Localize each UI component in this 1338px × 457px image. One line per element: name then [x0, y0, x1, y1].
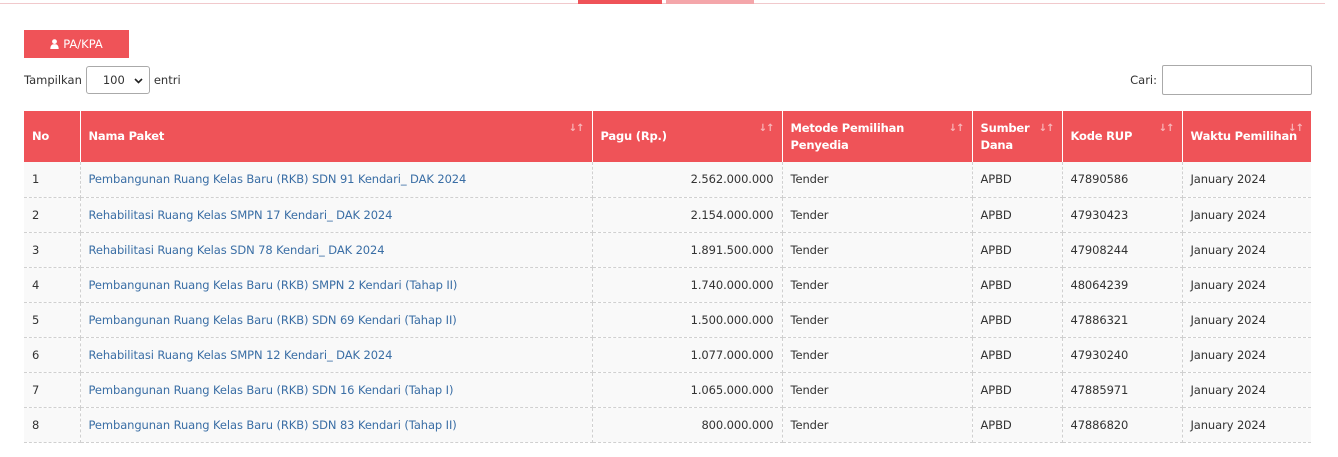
- sort-icon: ↓↑: [948, 123, 964, 134]
- cell-metode: Tender: [782, 302, 972, 337]
- cell-kode-rup: 47890586: [1062, 162, 1182, 197]
- cell-kode-rup: 47886820: [1062, 407, 1182, 442]
- cell-waktu: January 2024: [1182, 337, 1311, 372]
- cell-sumber-dana: APBD: [972, 302, 1062, 337]
- cell-sumber-dana: APBD: [972, 267, 1062, 302]
- cell-kode-rup: 47886321: [1062, 302, 1182, 337]
- cell-metode: Tender: [782, 197, 972, 232]
- cell-no: 3: [24, 232, 80, 267]
- column-header-label: Metode Pemilihan Penyedia: [790, 120, 905, 152]
- cell-nama-paket: [80, 162, 592, 197]
- cell-no: 2: [24, 197, 80, 232]
- sort-icon: ↓↑: [758, 123, 774, 134]
- pa-kpa-button-label: PA/KPA: [63, 37, 103, 51]
- cell-pagu: 2.562.000.000: [592, 162, 782, 197]
- column-header-sumber-dana[interactable]: [972, 111, 1062, 162]
- column-header-label: Waktu Pemilihan: [1190, 129, 1298, 143]
- entries-select-value: 100: [102, 73, 125, 87]
- top-divider: [0, 3, 1325, 4]
- table-row: [24, 267, 1311, 302]
- length-suffix-label: entri: [153, 73, 181, 87]
- cell-waktu: January 2024: [1182, 372, 1311, 407]
- search-control: [1130, 65, 1312, 95]
- cell-kode-rup: 47930423: [1062, 197, 1182, 232]
- cell-sumber-dana: APBD: [972, 197, 1062, 232]
- column-header-nama-paket[interactable]: [80, 111, 592, 162]
- entries-select[interactable]: [86, 66, 150, 94]
- package-link[interactable]: Pembangunan Ruang Kelas Baru (RKB) SDN 69 Kendari (Tahap II): [88, 312, 457, 327]
- cell-pagu: 1.891.500.000: [592, 232, 782, 267]
- cell-nama-paket: [80, 302, 592, 337]
- cell-sumber-dana: APBD: [972, 162, 1062, 197]
- cell-pagu: 2.154.000.000: [592, 197, 782, 232]
- package-link[interactable]: Rehabilitasi Ruang Kelas SDN 78 Kendari_ DAK 2024: [88, 242, 385, 257]
- column-header-label: Kode RUP: [1070, 129, 1133, 143]
- cell-sumber-dana: APBD: [972, 337, 1062, 372]
- column-header-label: Nama Paket: [88, 129, 165, 143]
- column-header-label: No: [32, 129, 50, 143]
- cell-no: 6: [24, 337, 80, 372]
- pa-kpa-button[interactable]: [24, 30, 129, 58]
- cell-metode: Tender: [782, 162, 972, 197]
- column-header-metode[interactable]: [782, 111, 972, 162]
- cell-no: 5: [24, 302, 80, 337]
- table-row: [24, 407, 1311, 442]
- cell-no: 7: [24, 372, 80, 407]
- cell-pagu: 800.000.000: [592, 407, 782, 442]
- column-header-no[interactable]: [24, 111, 80, 162]
- package-table: [24, 111, 1311, 443]
- package-link[interactable]: Rehabilitasi Ruang Kelas SMPN 17 Kendari_ DAK 2024: [88, 207, 393, 222]
- cell-nama-paket: [80, 372, 592, 407]
- table-row: [24, 232, 1311, 267]
- sort-icon: ↓↑: [1158, 123, 1174, 134]
- cell-waktu: January 2024: [1182, 267, 1311, 302]
- table-header-row: [24, 111, 1311, 162]
- cell-kode-rup: 47885971: [1062, 372, 1182, 407]
- cell-metode: Tender: [782, 267, 972, 302]
- package-link[interactable]: Pembangunan Ruang Kelas Baru (RKB) SDN 91 Kendari_ DAK 2024: [88, 172, 467, 187]
- cell-pagu: 1.500.000.000: [592, 302, 782, 337]
- sort-icon: ↓↑: [568, 123, 584, 134]
- package-link[interactable]: Pembangunan Ruang Kelas Baru (RKB) SDN 16 Kendari (Tahap I): [88, 382, 454, 397]
- cell-nama-paket: [80, 232, 592, 267]
- cell-metode: Tender: [782, 372, 972, 407]
- column-header-label: Pagu (Rp.): [600, 129, 667, 143]
- cell-sumber-dana: APBD: [972, 232, 1062, 267]
- cell-waktu: January 2024: [1182, 232, 1311, 267]
- cell-pagu: 1.077.000.000: [592, 337, 782, 372]
- table-row: [24, 162, 1311, 197]
- cell-sumber-dana: APBD: [972, 407, 1062, 442]
- search-label: Cari:: [1130, 73, 1157, 87]
- cell-metode: Tender: [782, 407, 972, 442]
- length-prefix-label: Tampilkan: [24, 73, 82, 87]
- package-link[interactable]: Pembangunan Ruang Kelas Baru (RKB) SDN 83 Kendari (Tahap II): [88, 417, 457, 432]
- search-input[interactable]: [1162, 65, 1312, 95]
- cell-metode: Tender: [782, 232, 972, 267]
- entries-length-control: [24, 66, 181, 94]
- package-link[interactable]: Pembangunan Ruang Kelas Baru (RKB) SMPN 2 Kendari (Tahap II): [88, 277, 458, 292]
- table-row: [24, 197, 1311, 232]
- tab-active[interactable]: [578, 0, 662, 4]
- column-header-pagu[interactable]: [592, 111, 782, 162]
- cell-pagu: 1.740.000.000: [592, 267, 782, 302]
- cell-no: 4: [24, 267, 80, 302]
- cell-pagu: 1.065.000.000: [592, 372, 782, 407]
- cell-waktu: January 2024: [1182, 197, 1311, 232]
- cell-nama-paket: [80, 337, 592, 372]
- cell-metode: Tender: [782, 337, 972, 372]
- sort-icon: ↓↑: [1038, 123, 1054, 134]
- table-row: [24, 337, 1311, 372]
- cell-waktu: January 2024: [1182, 407, 1311, 442]
- tab-inactive[interactable]: [666, 0, 754, 4]
- package-link[interactable]: Rehabilitasi Ruang Kelas SMPN 12 Kendari_ DAK 2024: [88, 347, 393, 362]
- cell-nama-paket: [80, 197, 592, 232]
- column-header-kode-rup[interactable]: [1062, 111, 1182, 162]
- column-header-waktu[interactable]: [1182, 111, 1311, 162]
- cell-sumber-dana: APBD: [972, 372, 1062, 407]
- sort-icon: ↓↑: [1288, 123, 1303, 134]
- cell-no: 8: [24, 407, 80, 442]
- cell-kode-rup: 47930240: [1062, 337, 1182, 372]
- chevron-down-icon: [134, 73, 143, 87]
- cell-kode-rup: 48064239: [1062, 267, 1182, 302]
- user-icon: [50, 39, 59, 49]
- cell-nama-paket: [80, 267, 592, 302]
- column-header-label: Sumber Dana: [980, 120, 1030, 152]
- table-row: [24, 372, 1311, 407]
- cell-waktu: January 2024: [1182, 302, 1311, 337]
- cell-no: 1: [24, 162, 80, 197]
- table-row: [24, 302, 1311, 337]
- cell-kode-rup: 47908244: [1062, 232, 1182, 267]
- cell-nama-paket: [80, 407, 592, 442]
- cell-waktu: January 2024: [1182, 162, 1311, 197]
